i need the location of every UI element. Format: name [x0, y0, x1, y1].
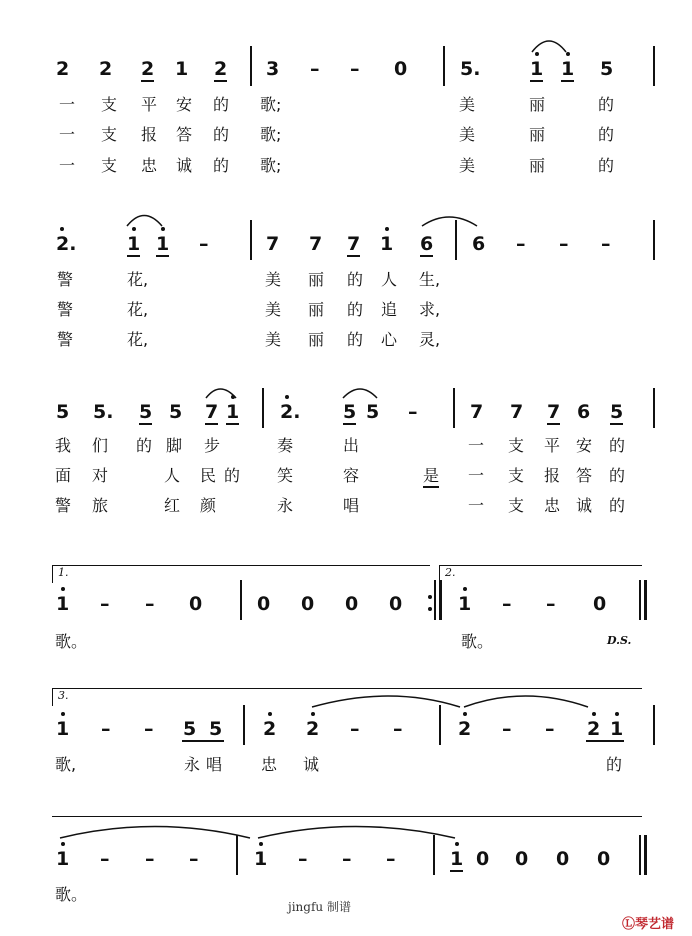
lyric: 的 [598, 95, 615, 114]
repeat-dot [428, 595, 432, 599]
lyric: 的 [347, 270, 364, 289]
lyric: 歌; [260, 95, 282, 114]
note: – [144, 718, 154, 740]
octave-dot [311, 712, 315, 716]
note: 6 [577, 401, 591, 423]
lyric: 美 [265, 300, 282, 319]
lyric: 笑 [277, 466, 294, 485]
octave-dot [615, 712, 619, 716]
note: 7 [266, 233, 280, 255]
note: – [559, 233, 569, 255]
lyric: 警 [55, 496, 72, 515]
lyric: 平 [141, 95, 158, 114]
lyric: 颜 [200, 496, 217, 515]
lyric: 们 [92, 436, 109, 455]
note: 2 [56, 58, 70, 80]
octave-dot [385, 227, 389, 231]
note: 1 [254, 848, 268, 870]
note: – [502, 718, 512, 740]
lyric: 警 [57, 270, 74, 289]
lyric: 平 [544, 436, 561, 455]
note: – [502, 593, 512, 615]
note: – [310, 58, 320, 80]
note: – [546, 593, 556, 615]
underline [547, 423, 560, 425]
lyric: 警 [57, 300, 74, 319]
note: 0 [593, 593, 607, 615]
note: 6 [420, 233, 434, 255]
underline [343, 423, 356, 425]
note: 5 [610, 401, 624, 423]
lyric: 答 [576, 466, 593, 485]
underline [450, 870, 463, 872]
note: 1 [127, 233, 141, 255]
barline [434, 580, 436, 620]
lyric: 忠 [261, 755, 278, 774]
octave-dot [132, 227, 136, 231]
lyric: 的 [598, 156, 615, 175]
note: 1 [56, 848, 70, 870]
note: 0 [394, 58, 408, 80]
lyric: 一 [468, 436, 485, 455]
note: 2 [214, 58, 228, 80]
note: – [386, 848, 396, 870]
credit-text: jingfu 制谱 [288, 900, 351, 914]
note: – [408, 401, 418, 423]
lyric: 的 [609, 496, 626, 515]
octave-dot [285, 395, 289, 399]
slur [532, 41, 566, 52]
note: – [101, 718, 111, 740]
lyric: 美 [459, 156, 476, 175]
note: – [298, 848, 308, 870]
note: 1 [56, 593, 70, 615]
slur [312, 696, 460, 707]
barline [240, 580, 242, 620]
lyric: 一 [59, 156, 76, 175]
lyric: 报 [141, 125, 158, 144]
note: 7 [309, 233, 323, 255]
note: 2 [458, 718, 472, 740]
lyric: 诚 [176, 156, 193, 175]
lyric: 的 [606, 755, 623, 774]
note: 0 [389, 593, 403, 615]
slur [258, 827, 455, 839]
lyric: 支 [508, 496, 525, 515]
note: 0 [257, 593, 271, 615]
note: 2 [587, 718, 601, 740]
slur [343, 389, 377, 398]
underline [586, 740, 624, 742]
barline [243, 705, 245, 745]
lyric: 求, [419, 300, 441, 319]
lyric: 出 [343, 436, 360, 455]
note: 7 [510, 401, 524, 423]
lyric: 美 [265, 330, 282, 349]
octave-dot [592, 712, 596, 716]
note: 2. [280, 401, 301, 423]
underline [156, 255, 169, 257]
lyric: 唱 [206, 755, 223, 774]
volta-bracket [52, 565, 430, 566]
lyric: 民 [200, 466, 217, 485]
note: – [342, 848, 352, 870]
note: 3 [266, 58, 280, 80]
logo-icon: Ⓛ [622, 917, 636, 932]
lyric: 丽 [529, 95, 546, 114]
lyric: 丽 [308, 300, 325, 319]
lyric: 永 [277, 496, 294, 515]
lyric: 红 [164, 496, 181, 515]
barline [439, 580, 442, 620]
lyric: 灵, [419, 330, 441, 349]
barline [250, 46, 252, 86]
lyric: 丽 [308, 330, 325, 349]
barline [443, 46, 445, 86]
note: – [145, 593, 155, 615]
barline [653, 220, 655, 260]
lyric: 花, [127, 330, 149, 349]
lyric: 支 [101, 95, 118, 114]
note: 1 [380, 233, 394, 255]
volta-bracket [52, 688, 642, 689]
lyric: 的 [598, 125, 615, 144]
note: 1 [226, 401, 240, 423]
note: 1 [561, 58, 575, 80]
note: 2 [141, 58, 155, 80]
underline [530, 80, 543, 82]
note: – [516, 233, 526, 255]
note: 6 [472, 233, 486, 255]
lyric: 一 [59, 125, 76, 144]
slur [60, 827, 250, 839]
note: 0 [476, 848, 490, 870]
note: 2 [99, 58, 113, 80]
octave-dot [61, 842, 65, 846]
note: – [145, 848, 155, 870]
underline [139, 423, 152, 425]
note: 1 [458, 593, 472, 615]
logo-text: 琴艺谱 [635, 917, 675, 932]
lyric: 一 [468, 466, 485, 485]
note: 7 [205, 401, 219, 423]
underline [610, 423, 623, 425]
note: 1 [610, 718, 624, 740]
lyric: 的 [224, 466, 241, 485]
lyric: 的 [347, 300, 364, 319]
staff-rule [52, 816, 642, 817]
note: 5 [183, 718, 197, 740]
lyric: 唱 [343, 496, 360, 515]
octave-dot [463, 587, 467, 591]
note: 1 [175, 58, 189, 80]
barline [433, 835, 435, 875]
lyric: 歌; [260, 125, 282, 144]
note: 1 [156, 233, 170, 255]
lyric: 追 [381, 300, 398, 319]
lyric: 是 [423, 466, 440, 485]
note: 5 [209, 718, 223, 740]
octave-dot [259, 842, 263, 846]
note: 1 [450, 848, 464, 870]
volta-label: 3. [58, 689, 69, 702]
lyric: 支 [508, 466, 525, 485]
octave-dot [535, 52, 539, 56]
lyric: 支 [508, 436, 525, 455]
slur [127, 216, 162, 227]
lyric: 歌; [260, 156, 282, 175]
barline [250, 220, 252, 260]
slur [422, 217, 477, 226]
note: 5 [56, 401, 70, 423]
note: 5. [93, 401, 114, 423]
note: – [199, 233, 209, 255]
octave-dot [566, 52, 570, 56]
lyric: 我 [55, 436, 72, 455]
note: 5 [343, 401, 357, 423]
note: 2. [56, 233, 77, 255]
ds-marking: D.S. [607, 634, 632, 647]
lyric: 报 [544, 466, 561, 485]
volta-label: 1. [58, 566, 69, 579]
underline [423, 486, 439, 488]
barline [236, 835, 238, 875]
note: – [393, 718, 403, 740]
barline [639, 835, 641, 875]
lyric: 面 [55, 466, 72, 485]
lyric: 歌, [55, 755, 77, 774]
lyric: 歌。 [55, 632, 88, 651]
final-barline [644, 835, 647, 875]
lyric: 答 [176, 125, 193, 144]
volta-bracket [439, 565, 642, 566]
lyric: 奏 [277, 436, 294, 455]
lyric: 支 [101, 125, 118, 144]
note: 0 [556, 848, 570, 870]
barline [439, 705, 441, 745]
note: 7 [347, 233, 361, 255]
lyric: 的 [347, 330, 364, 349]
lyric: 人 [381, 270, 398, 289]
lyric: 生, [419, 270, 441, 289]
lyric: 脚 [166, 436, 183, 455]
barline [262, 388, 264, 428]
lyric: 的 [136, 436, 153, 455]
note: 5. [460, 58, 481, 80]
underline [141, 80, 154, 82]
underline [420, 255, 433, 257]
lyric: 一 [468, 496, 485, 515]
underline [182, 740, 224, 742]
volta-bracket [52, 688, 53, 706]
note: 5 [600, 58, 614, 80]
note: 0 [301, 593, 315, 615]
note: 0 [345, 593, 359, 615]
octave-dot [61, 712, 65, 716]
barline [644, 580, 647, 620]
octave-dot [268, 712, 272, 716]
site-logo [622, 913, 674, 932]
lyric: 一 [59, 95, 76, 114]
octave-dot [161, 227, 165, 231]
lyric: 丽 [529, 125, 546, 144]
octave-dot [61, 587, 65, 591]
lyric: 丽 [308, 270, 325, 289]
lyric: 的 [609, 466, 626, 485]
barline [453, 388, 455, 428]
note: – [189, 848, 199, 870]
note: 7 [547, 401, 561, 423]
lyric: 的 [609, 436, 626, 455]
lyric: 忠 [141, 156, 158, 175]
lyric: 对 [92, 466, 109, 485]
note: 0 [597, 848, 611, 870]
lyric: 美 [265, 270, 282, 289]
lyric: 容 [343, 466, 360, 485]
lyric: 安 [176, 95, 193, 114]
lyric: 心 [381, 330, 398, 349]
lyric: 人 [164, 466, 181, 485]
lyric: 美 [459, 95, 476, 114]
note: – [350, 58, 360, 80]
note: 1 [56, 718, 70, 740]
note: 1 [530, 58, 544, 80]
octave-dot [60, 227, 64, 231]
lyric: 忠 [544, 496, 561, 515]
note: 7 [470, 401, 484, 423]
lyric: 花, [127, 270, 149, 289]
underline [347, 255, 360, 257]
octave-dot [231, 395, 235, 399]
volta-label: 2. [445, 566, 456, 579]
lyric: 诚 [303, 755, 320, 774]
note: 5 [139, 401, 153, 423]
octave-dot [455, 842, 459, 846]
note: 2 [263, 718, 277, 740]
slur [464, 696, 588, 707]
barline [653, 705, 655, 745]
lyric: 花, [127, 300, 149, 319]
lyric: 美 [459, 125, 476, 144]
note: – [100, 593, 110, 615]
underline [127, 255, 140, 257]
lyric: 丽 [529, 156, 546, 175]
note: 5 [366, 401, 380, 423]
lyric: 歌。 [55, 885, 88, 904]
note: – [601, 233, 611, 255]
lyric: 的 [213, 95, 230, 114]
lyric: 警 [57, 330, 74, 349]
barline [653, 388, 655, 428]
octave-dot [463, 712, 467, 716]
underline [561, 80, 574, 82]
note: 2 [306, 718, 320, 740]
lyric: 旅 [92, 496, 109, 515]
underline [226, 423, 239, 425]
note: – [545, 718, 555, 740]
lyric: 的 [213, 125, 230, 144]
lyric: 歌。 [461, 632, 494, 651]
volta-bracket [52, 565, 53, 583]
lyric: 的 [213, 156, 230, 175]
repeat-dot [428, 607, 432, 611]
underline [205, 423, 218, 425]
barline [653, 46, 655, 86]
note: 0 [515, 848, 529, 870]
lyric: 步 [204, 436, 221, 455]
lyric: 永 [184, 755, 201, 774]
note: – [100, 848, 110, 870]
lyric: 诚 [576, 496, 593, 515]
barline [455, 220, 457, 260]
lyric: 支 [101, 156, 118, 175]
note: 0 [189, 593, 203, 615]
barline [639, 580, 641, 620]
note: – [350, 718, 360, 740]
note: 5 [169, 401, 183, 423]
underline [214, 80, 227, 82]
lyric: 安 [576, 436, 593, 455]
